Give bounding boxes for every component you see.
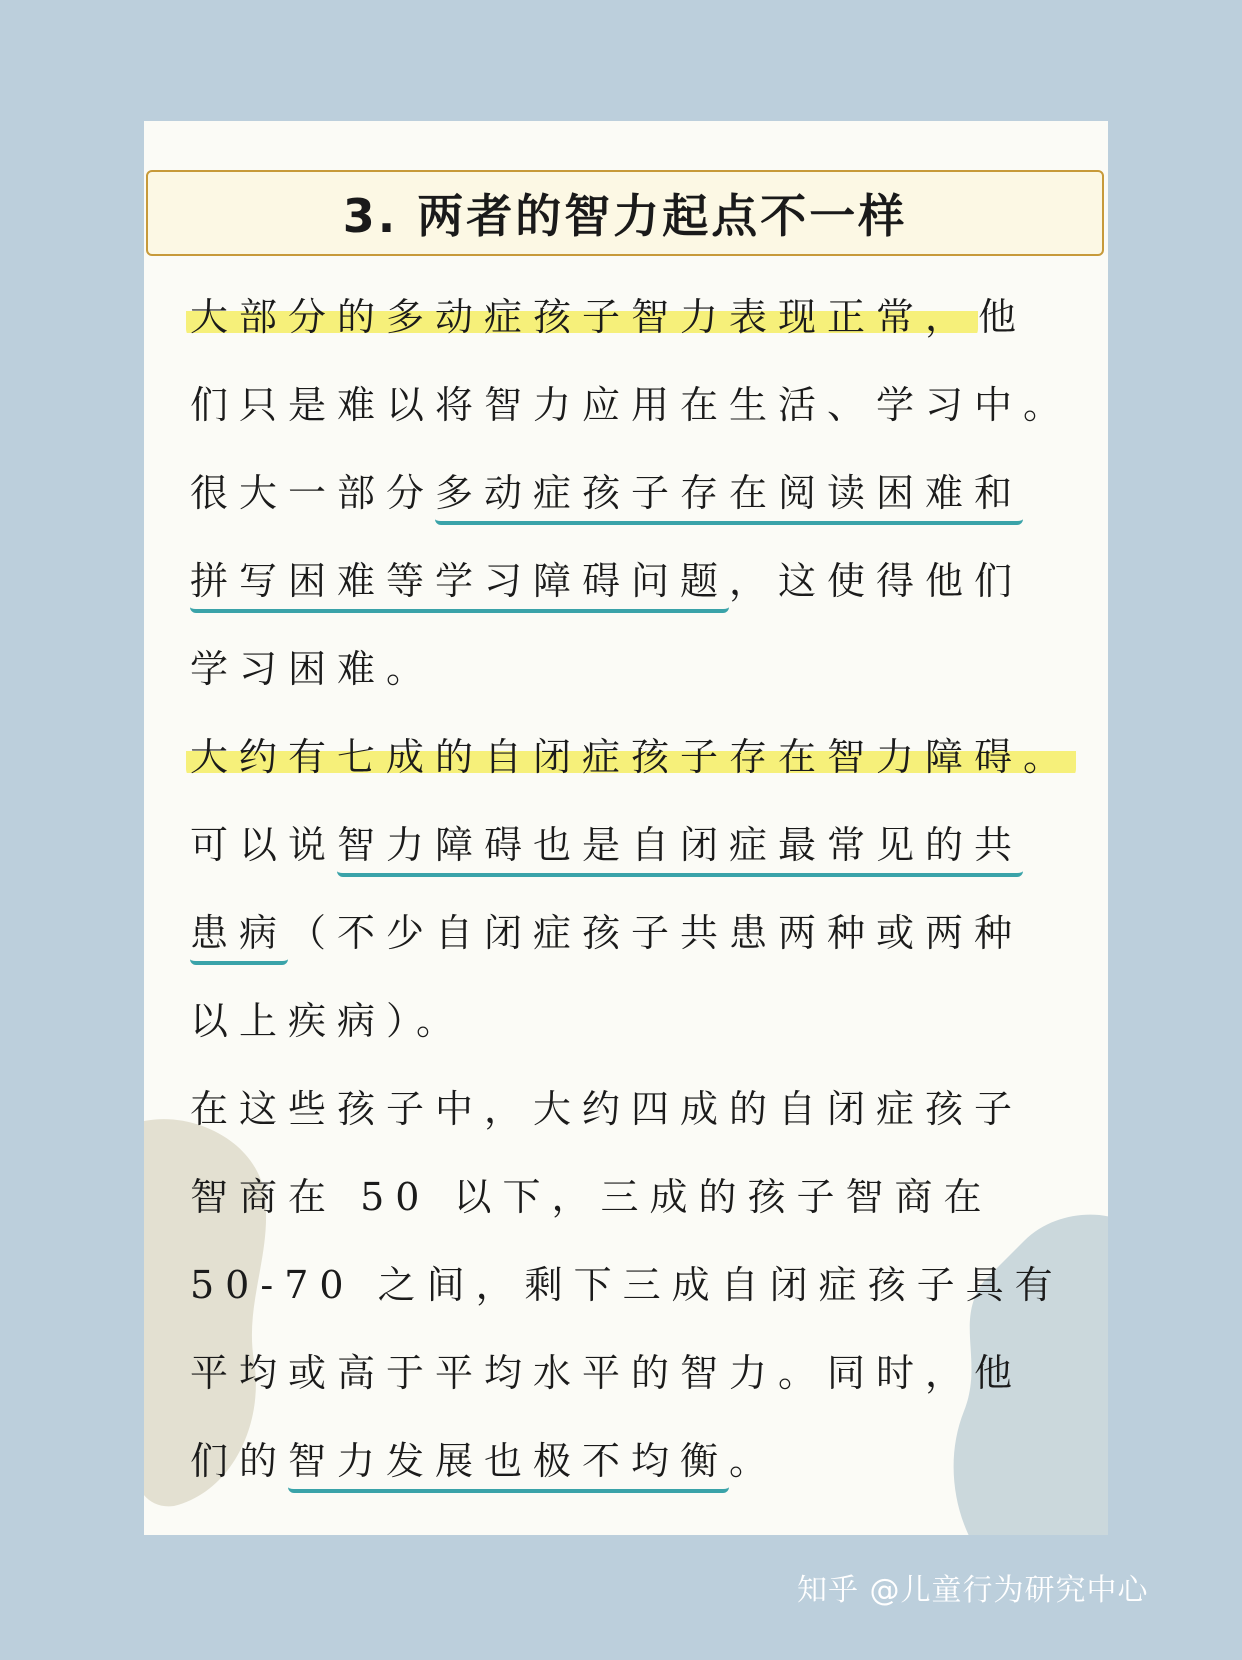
text-segment: 50-70 之间，剩下三成自闭症孩子具有 bbox=[190, 1263, 1064, 1307]
paragraph-line bbox=[190, 1329, 1090, 1417]
underlined-text: 多动症孩子存在阅读困难和 bbox=[435, 471, 1023, 525]
highlighted-text: 大部分的多动症孩子智力表现正常， bbox=[186, 295, 978, 339]
paragraph-line bbox=[190, 361, 1090, 449]
underlined-text: 智力发展也极不均衡 bbox=[288, 1439, 729, 1493]
underlined-text: 智力障碍也是自闭症最常见的共 bbox=[337, 823, 1023, 877]
section-title-box bbox=[146, 170, 1104, 256]
paragraph-line bbox=[190, 449, 1090, 537]
paragraph-line bbox=[190, 1153, 1090, 1241]
paragraph-line bbox=[190, 889, 1090, 977]
text-segment: ，这使得他们 bbox=[729, 559, 1024, 603]
text-segment: 们的 bbox=[190, 1439, 289, 1483]
text-segment: 可以说 bbox=[190, 823, 338, 867]
paragraph-line bbox=[190, 801, 1090, 889]
paragraph-line bbox=[190, 625, 1090, 713]
paragraph-line bbox=[190, 1241, 1090, 1329]
text-segment: 很大一部分 bbox=[190, 471, 436, 515]
paragraph-line bbox=[190, 273, 1090, 361]
paragraph-line bbox=[190, 713, 1090, 801]
paragraph-line bbox=[190, 977, 1090, 1065]
text-segment: 在这些孩子中，大约四成的自闭症孩子 bbox=[190, 1087, 1024, 1131]
underlined-text: 拼写困难等学习障碍问题 bbox=[190, 559, 729, 613]
text-segment: 他 bbox=[978, 295, 1028, 339]
text-segment: （不少自闭症孩子共患两种或两种 bbox=[288, 911, 1024, 955]
section-title: 3. 两者的智力起点不一样 bbox=[342, 189, 908, 243]
text-segment: 智商在 50 以下，三成的孩子智商在 bbox=[190, 1175, 993, 1219]
text-segment: 以上疾病）。 bbox=[190, 999, 466, 1043]
paragraph-line bbox=[190, 1417, 1090, 1505]
highlighted-text: 大约有七成的自闭症孩子存在智力障碍。 bbox=[186, 735, 1076, 779]
zhihu-watermark: 知乎 @儿童行为研究中心 bbox=[797, 1573, 1149, 1608]
paragraph-line bbox=[190, 537, 1090, 625]
text-segment: 学习困难。 bbox=[190, 647, 436, 691]
text-segment: 。 bbox=[729, 1439, 779, 1483]
content-card bbox=[144, 121, 1108, 1535]
paragraph-line bbox=[190, 1065, 1090, 1153]
underlined-text: 患病 bbox=[190, 911, 288, 965]
text-segment: 平均或高于平均水平的智力。同时，他 bbox=[190, 1351, 1024, 1395]
article-body bbox=[190, 273, 1090, 1505]
text-segment: 们只是难以将智力应用在生活、学习中。 bbox=[190, 383, 1073, 427]
